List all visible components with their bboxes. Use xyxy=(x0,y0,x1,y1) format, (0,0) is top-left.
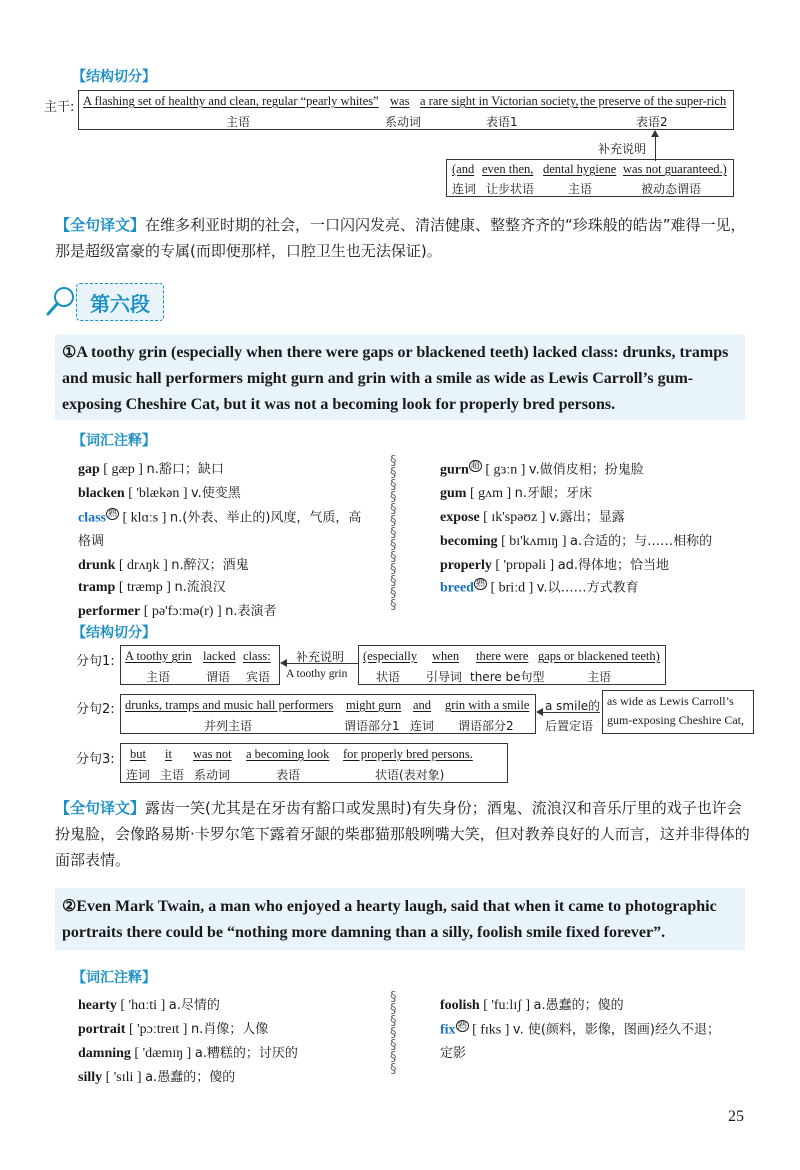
vocab-entry: gum [ gʌm ] n.牙龈；牙床 xyxy=(440,486,593,501)
vocab-entry: breed $^熟$ [ briːd ] v.以……方式教育 xyxy=(440,579,639,596)
supp-part-even: even then, xyxy=(482,162,534,176)
translation-label-1: 【全句译文】 xyxy=(55,799,146,817)
sentence-1: ①A toothy grin (especially when there were gaps or blackened teeth) lacked class: drunks, tramps and music hall performers might gurn and grin with a smile as wide as Lewis Carroll’s gum-exposing Cheshire Cat, but it was not a becoming look for properly bred persons. xyxy=(62,344,729,413)
clause1-verb: lacked xyxy=(203,649,236,663)
clause2-role-verb1: 谓语部分1 xyxy=(344,719,400,733)
vocab-entry: gurn $^超$ [ gɜːn ] v.做俏皮相；扮鬼脸 xyxy=(440,461,644,478)
translation-text-1: 露齿一笑(尤其是在牙齿有豁口或发黑时)有失身份；酒鬼、流浪汉和音乐厅里的戏子也许会扮鬼脸，会像路易斯·卡罗尔笔下露着牙龈的柴郡猫那般咧嘴大笑，但对教养良好的人而言，这并非得体的面部表情。 xyxy=(55,799,750,869)
clause3-prefix: 分句3: xyxy=(76,752,115,767)
main-prefix: 主干: xyxy=(44,100,75,115)
clause1-paren-role-subject: 主语 xyxy=(587,670,612,684)
vocab-entry: tramp [ træmp ] n.流浪汉 xyxy=(78,580,226,595)
supp-part-verb: was not guaranteed.) xyxy=(623,162,727,176)
clause1-role-object: 宾语 xyxy=(246,670,271,684)
vocab-entry: becoming [ bɪ'kʌmɪŋ ] a.合适的；与……相称的 xyxy=(440,534,713,549)
clause1-role-verb: 谓语 xyxy=(206,670,231,684)
vocab-divider: § § § § § § § § § § § § § xyxy=(390,454,397,613)
vocab-entry: 格调 xyxy=(78,534,105,549)
vocab-entry: properly [ 'prɒpəli ] ad.得体地；恰当地 xyxy=(440,558,670,573)
clause1-object: class: xyxy=(243,649,271,663)
vocab-entry: silly [ 'sɪli ] a.愚蠢的；傻的 xyxy=(78,1070,236,1085)
clause2-role-verb2: 谓语部分2 xyxy=(458,719,514,733)
clause2-arrow-head xyxy=(536,708,543,716)
vocab-entry: blacken [ 'blækən ] v.使变黑 xyxy=(78,486,241,501)
main-predicative-2: the preserve of the super-rich xyxy=(580,94,727,108)
main-role-subject: 主语 xyxy=(226,115,251,129)
translation-1 xyxy=(55,795,750,873)
vocab-entry: portrait [ 'pɔːtreɪt ] n.肖像；人像 xyxy=(78,1022,269,1037)
supp-part-subject: dental hygiene xyxy=(543,162,617,176)
clause2-verb2: grin with a smile xyxy=(445,698,530,712)
vocab-label-1: 【词汇注释】 xyxy=(72,433,156,449)
clause3-but: but xyxy=(130,747,146,761)
clause1-paren-role-adv: 状语 xyxy=(376,670,401,684)
clause2-right-line2: gum-exposing Cheshire Cat, xyxy=(607,713,744,727)
translation-label-top: 【全句译文】 xyxy=(55,216,146,234)
clause3-role-pred: 表语 xyxy=(276,768,301,782)
clause3-role-verb: 系动词 xyxy=(194,768,231,782)
clause2-and: and xyxy=(413,698,432,712)
translation-top xyxy=(55,212,750,264)
clause3-role-it: 主语 xyxy=(160,768,185,782)
clause1-subject: A toothy grin xyxy=(125,649,192,663)
vocab-entry: fix $^熟$ [ fɪks ] v. 使(颜料，影像，图画)经久不退； xyxy=(440,1021,720,1038)
clause1-paren-therebe: there were xyxy=(476,649,529,663)
clause1-paren-when: when xyxy=(432,649,460,663)
structure-label-top: 【结构切分】 xyxy=(72,69,156,85)
clause2-right-line1: as wide as Lewis Carroll’s xyxy=(607,694,734,708)
main-subject: A flashing set of healthy and clean, regular “pearly whites” xyxy=(83,94,379,108)
clause2-mid-label: a smile的 xyxy=(545,699,601,713)
sentence-2: ②Even Mark Twain, a man who enjoyed a hearty laugh, said that when it came to photographic portraits there could be “nothing more damning than a silly, foolish smile fixed forever”. xyxy=(62,898,717,941)
clause1-ref: A toothy grin xyxy=(286,668,348,680)
supp-role-conj: 连词 xyxy=(452,182,477,196)
main-predicative-1: a rare sight in Victorian society, xyxy=(420,94,579,108)
supp-arrow-head xyxy=(651,130,659,137)
clause3-verb: was not xyxy=(193,747,232,761)
main-role-pred2: 表语2 xyxy=(636,115,668,129)
clause1-paren-role-when: 引导词 xyxy=(426,670,463,684)
vocab-entry: hearty [ 'hɑːti ] a.尽情的 xyxy=(78,998,220,1013)
vocab-label-2: 【词汇注释】 xyxy=(72,970,156,986)
clause2-role-and: 连词 xyxy=(410,719,435,733)
clause1-paren-role-therebe: there be句型 xyxy=(470,670,545,684)
clause2-mid-role: 后置定语 xyxy=(545,719,594,733)
vocab-divider: § § § § § § § xyxy=(390,990,397,1077)
vocab-entry: class $^熟$ [ klɑːs ] n.(外表、举止的)风度，气质，高 xyxy=(78,509,362,526)
supp-role-verb: 被动态谓语 xyxy=(641,182,702,196)
clause2-verb1: might gurn xyxy=(346,698,402,712)
clause1-role-subject: 主语 xyxy=(146,670,171,684)
vocab-entry: drunk [ drʌŋk ] n.醉汉；酒鬼 xyxy=(78,558,249,573)
clause3-role-but: 连词 xyxy=(126,768,151,782)
clause2-role-subject: 并列主语 xyxy=(204,719,253,733)
clause3-role-adv: 状语(表对象) xyxy=(375,768,445,782)
clause1-paren-adv: (especially xyxy=(363,649,418,663)
clause3-adv: for properly bred persons. xyxy=(343,747,473,761)
clause3-it: it xyxy=(165,747,172,761)
section-title: 第六段 xyxy=(90,292,150,316)
main-verb: was xyxy=(390,94,410,108)
supp-role-subject: 主语 xyxy=(568,182,593,196)
vocab-entry: performer [ pə'fɔːmə(r) ] n.表演者 xyxy=(78,604,277,619)
vocab-entry: expose [ ɪk'spəʊz ] v.露出；显露 xyxy=(440,510,625,525)
main-role-verb: 系动词 xyxy=(385,115,422,129)
main-role-pred1: 表语1 xyxy=(486,115,518,129)
clause2-prefix: 分句2: xyxy=(76,702,115,717)
clause1-arrow-head xyxy=(280,659,287,667)
vocab-entry: 定影 xyxy=(440,1046,467,1061)
vocab-entry: damning [ 'dæmɪŋ ] a.糟糕的；讨厌的 xyxy=(78,1046,298,1061)
magnifier-icon xyxy=(44,284,78,318)
supp-role-adv: 让步状语 xyxy=(486,182,535,196)
vocab-entry: foolish [ 'fuːlɪʃ ] a.愚蠢的；傻的 xyxy=(440,998,624,1013)
structure-label-1: 【结构切分】 xyxy=(72,625,156,641)
clause1-prefix: 分句1: xyxy=(76,654,115,669)
page-number: 25 xyxy=(728,1108,744,1125)
clause3-pred: a becoming look xyxy=(246,747,330,761)
clause1-supp-label: 补充说明 xyxy=(296,650,345,664)
clause2-subject: drunks, tramps and music hall performers xyxy=(125,698,334,712)
translation-text-top: 在维多利亚时期的社会，一口闪闪发亮、清洁健康、整整齐齐的“珍珠般的皓齿”难得一见，那是超级富豪的专属(而即便那样，口腔卫生也无法保证)。 xyxy=(55,216,746,260)
supp-label-top: 补充说明 xyxy=(598,142,647,156)
supp-part-and: (and xyxy=(452,162,475,176)
vocab-entry: gap [ gæp ] n.豁口；缺口 xyxy=(78,462,224,477)
clause1-paren-subject: gaps or blackened teeth) xyxy=(538,649,660,663)
